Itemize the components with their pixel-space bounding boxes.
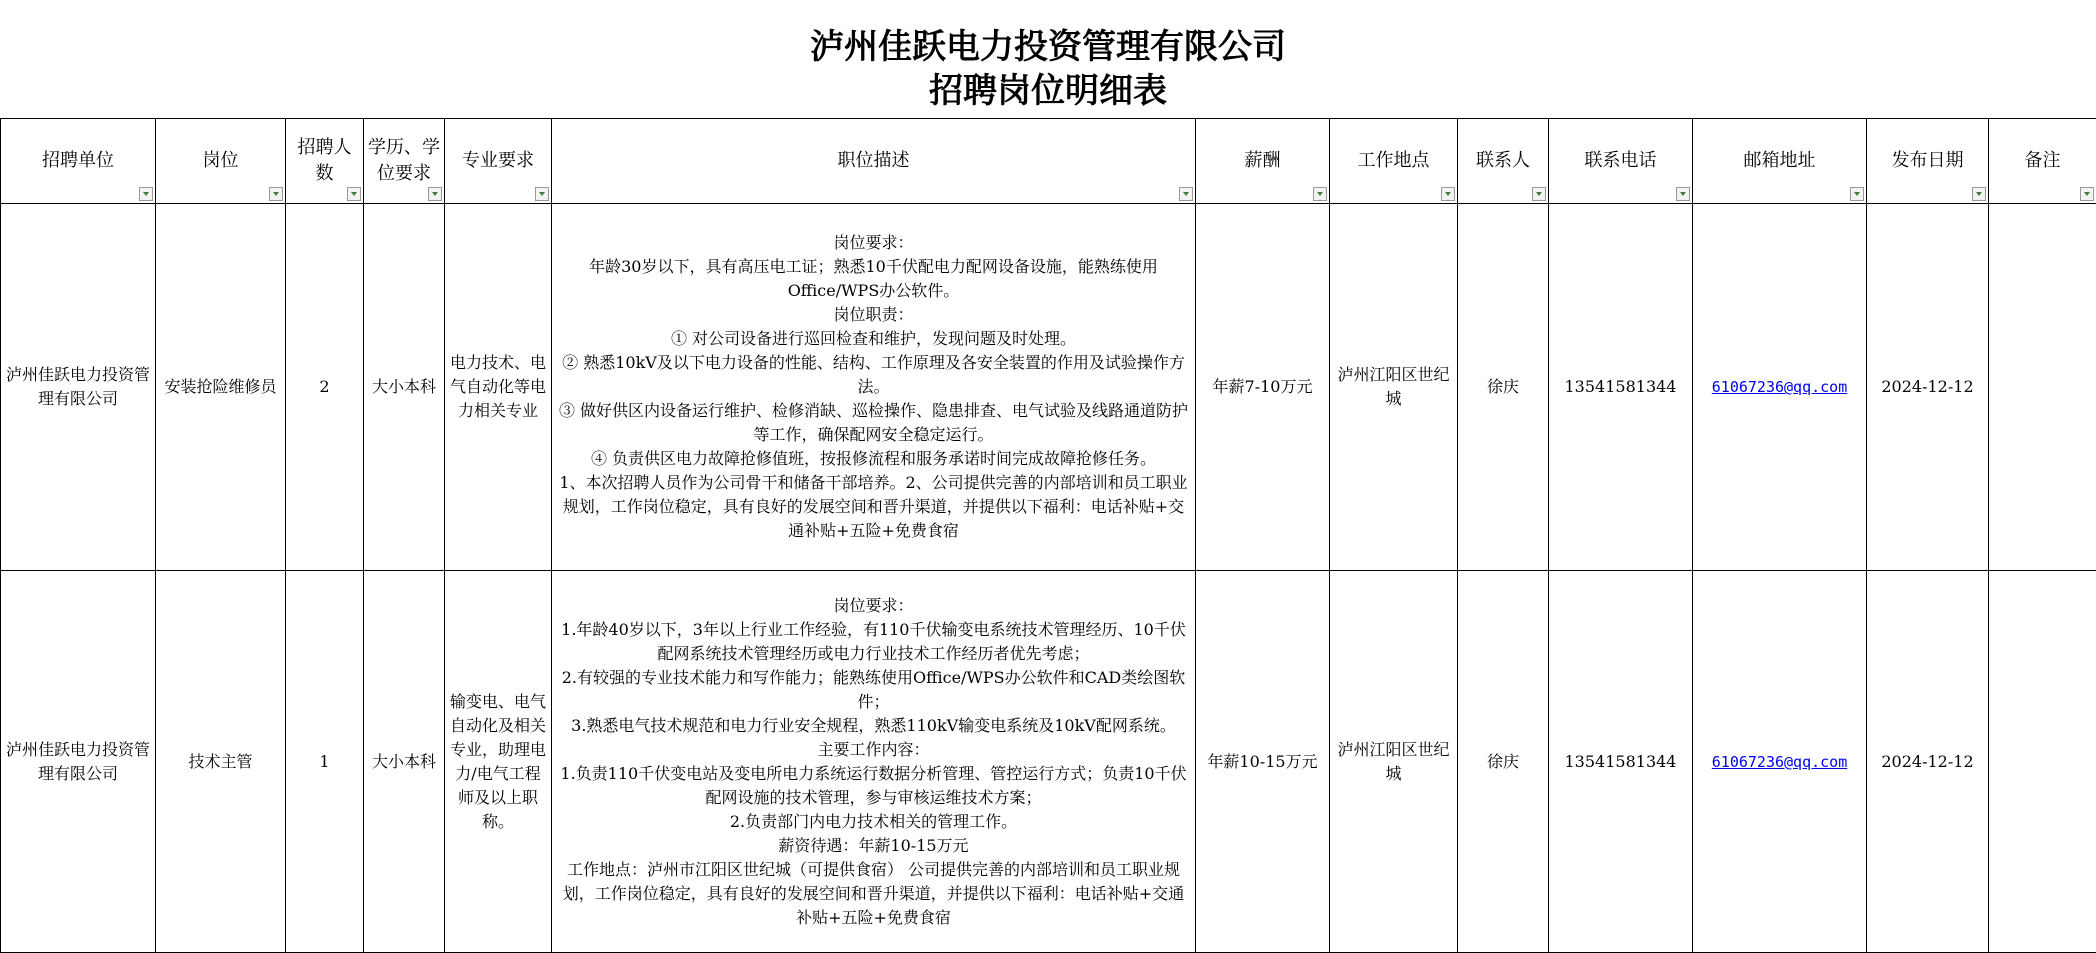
- header-phone: 联系电话: [1549, 119, 1693, 204]
- sheet-title: 招聘岗位明细表: [0, 69, 2096, 113]
- filter-dropdown-icon[interactable]: [1532, 187, 1546, 201]
- header-location: 工作地点: [1330, 119, 1458, 204]
- header-note: 备注: [1989, 119, 2096, 204]
- email-link[interactable]: 61067236@qq.com: [1712, 753, 1847, 771]
- filter-dropdown-icon[interactable]: [139, 187, 153, 201]
- desc-line: 年龄30岁以下，具有高压电工证；熟悉10千伏配电力配网设备设施，能熟练使用Office/WPS办公软件。: [555, 255, 1192, 303]
- desc-line: 2.负责部门内电力技术相关的管理工作。: [555, 810, 1192, 834]
- filter-dropdown-icon[interactable]: [269, 187, 283, 201]
- cell-salary: 年薪7-10万元: [1196, 204, 1330, 571]
- cell-count: 2: [286, 204, 364, 571]
- desc-line: ② 熟悉10kV及以下电力设备的性能、结构、工作原理及各安全装置的作用及试验操作方法。: [555, 351, 1192, 399]
- table-row: [1, 204, 2096, 571]
- cell-note: [1989, 204, 2096, 571]
- title-block: [0, 0, 2096, 113]
- filter-dropdown-icon[interactable]: [1676, 187, 1690, 201]
- cell-education: 大小本科: [364, 571, 445, 953]
- filter-dropdown-icon[interactable]: [428, 187, 442, 201]
- filter-dropdown-icon[interactable]: [535, 187, 549, 201]
- header-salary: 薪酬: [1196, 119, 1330, 204]
- desc-line: 薪资待遇：年薪10-15万元: [555, 834, 1192, 858]
- header-education: 学历、学位要求: [364, 119, 445, 204]
- cell-major: 输变电、电气自动化及相关专业，助理电力/电气工程师及以上职称。: [445, 571, 552, 953]
- cell-location: 泸州江阳区世纪城: [1330, 571, 1458, 953]
- recruitment-table: [0, 118, 2096, 953]
- desc-line: ③ 做好供区内设备运行维护、检修消缺、巡检操作、隐患排查、电气试验及线路通道防护等工作，确保配网安全稳定运行。: [555, 399, 1192, 447]
- desc-line: 岗位要求：: [555, 231, 1192, 255]
- cell-email: [1693, 204, 1867, 571]
- cell-note: [1989, 571, 2096, 953]
- cell-contact: 徐庆: [1458, 571, 1549, 953]
- email-link[interactable]: 61067236@qq.com: [1712, 378, 1847, 396]
- cell-count: 1: [286, 571, 364, 953]
- filter-dropdown-icon[interactable]: [347, 187, 361, 201]
- desc-line: 岗位要求：: [555, 594, 1192, 618]
- desc-line: 2.有较强的专业技术能力和写作能力；能熟练使用Office/WPS办公软件和CAD类绘图软件；: [555, 666, 1192, 714]
- cell-email: [1693, 571, 1867, 953]
- desc-line: 1.负责110千伏变电站及变电所电力系统运行数据分析管理、管控运行方式；负责10千伏配网设施的技术管理，参与审核运维技术方案；: [555, 762, 1192, 810]
- header-email: 邮箱地址: [1693, 119, 1867, 204]
- desc-line: 岗位职责：: [555, 303, 1192, 327]
- header-contact: 联系人: [1458, 119, 1549, 204]
- table-row: [1, 571, 2096, 953]
- filter-dropdown-icon[interactable]: [1313, 187, 1327, 201]
- desc-line: ④ 负责供区电力故障抢修值班，按报修流程和服务承诺时间完成故障抢修任务。: [555, 447, 1192, 471]
- header-position: 岗位: [156, 119, 286, 204]
- desc-line: ① 对公司设备进行巡回检查和维护，发现问题及时处理。: [555, 327, 1192, 351]
- cell-unit: 泸州佳跃电力投资管理有限公司: [1, 571, 156, 953]
- cell-major: 电力技术、电气自动化等电力相关专业: [445, 204, 552, 571]
- desc-line: 工作地点：泸州市江阳区世纪城（可提供食宿） 公司提供完善的内部培训和员工职业规划，工作岗位稳定，具有良好的发展空间和晋升渠道，并提供以下福利：电话补贴+交通补贴+五险+免费食宿: [555, 858, 1192, 930]
- cell-date: 2024-12-12: [1867, 204, 1989, 571]
- cell-description: [552, 571, 1196, 953]
- header-unit: 招聘单位: [1, 119, 156, 204]
- cell-position: 技术主管: [156, 571, 286, 953]
- cell-location: 泸州江阳区世纪城: [1330, 204, 1458, 571]
- header-date: 发布日期: [1867, 119, 1989, 204]
- cell-education: 大小本科: [364, 204, 445, 571]
- cell-contact: 徐庆: [1458, 204, 1549, 571]
- cell-phone: 13541581344: [1549, 571, 1693, 953]
- header-count: 招聘人数: [286, 119, 364, 204]
- desc-line: 3.熟悉电气技术规范和电力行业安全规程，熟悉110kV输变电系统及10kV配网系统。: [555, 714, 1192, 738]
- desc-line: 1.年龄40岁以下，3年以上行业工作经验，有110千伏输变电系统技术管理经历、10千伏配网系统技术管理经历或电力行业技术工作经历者优先考虑；: [555, 618, 1192, 666]
- filter-dropdown-icon[interactable]: [1179, 187, 1193, 201]
- header-major: 专业要求: [445, 119, 552, 204]
- filter-dropdown-icon[interactable]: [1850, 187, 1864, 201]
- desc-line: 主要工作内容：: [555, 738, 1192, 762]
- filter-dropdown-icon[interactable]: [2080, 187, 2094, 201]
- cell-salary: 年薪10-15万元: [1196, 571, 1330, 953]
- company-title: 泸州佳跃电力投资管理有限公司: [0, 0, 2096, 69]
- cell-phone: 13541581344: [1549, 204, 1693, 571]
- cell-position: 安装抢险维修员: [156, 204, 286, 571]
- desc-line: 1、本次招聘人员作为公司骨干和储备干部培养。2、公司提供完善的内部培训和员工职业规划，工作岗位稳定，具有良好的发展空间和晋升渠道，并提供以下福利：电话补贴+交通补贴+五险+免费食宿: [555, 471, 1192, 543]
- header-row: [1, 119, 2096, 204]
- cell-date: 2024-12-12: [1867, 571, 1989, 953]
- cell-unit: 泸州佳跃电力投资管理有限公司: [1, 204, 156, 571]
- filter-dropdown-icon[interactable]: [1972, 187, 1986, 201]
- header-description: 职位描述: [552, 119, 1196, 204]
- filter-dropdown-icon[interactable]: [1441, 187, 1455, 201]
- cell-description: [552, 204, 1196, 571]
